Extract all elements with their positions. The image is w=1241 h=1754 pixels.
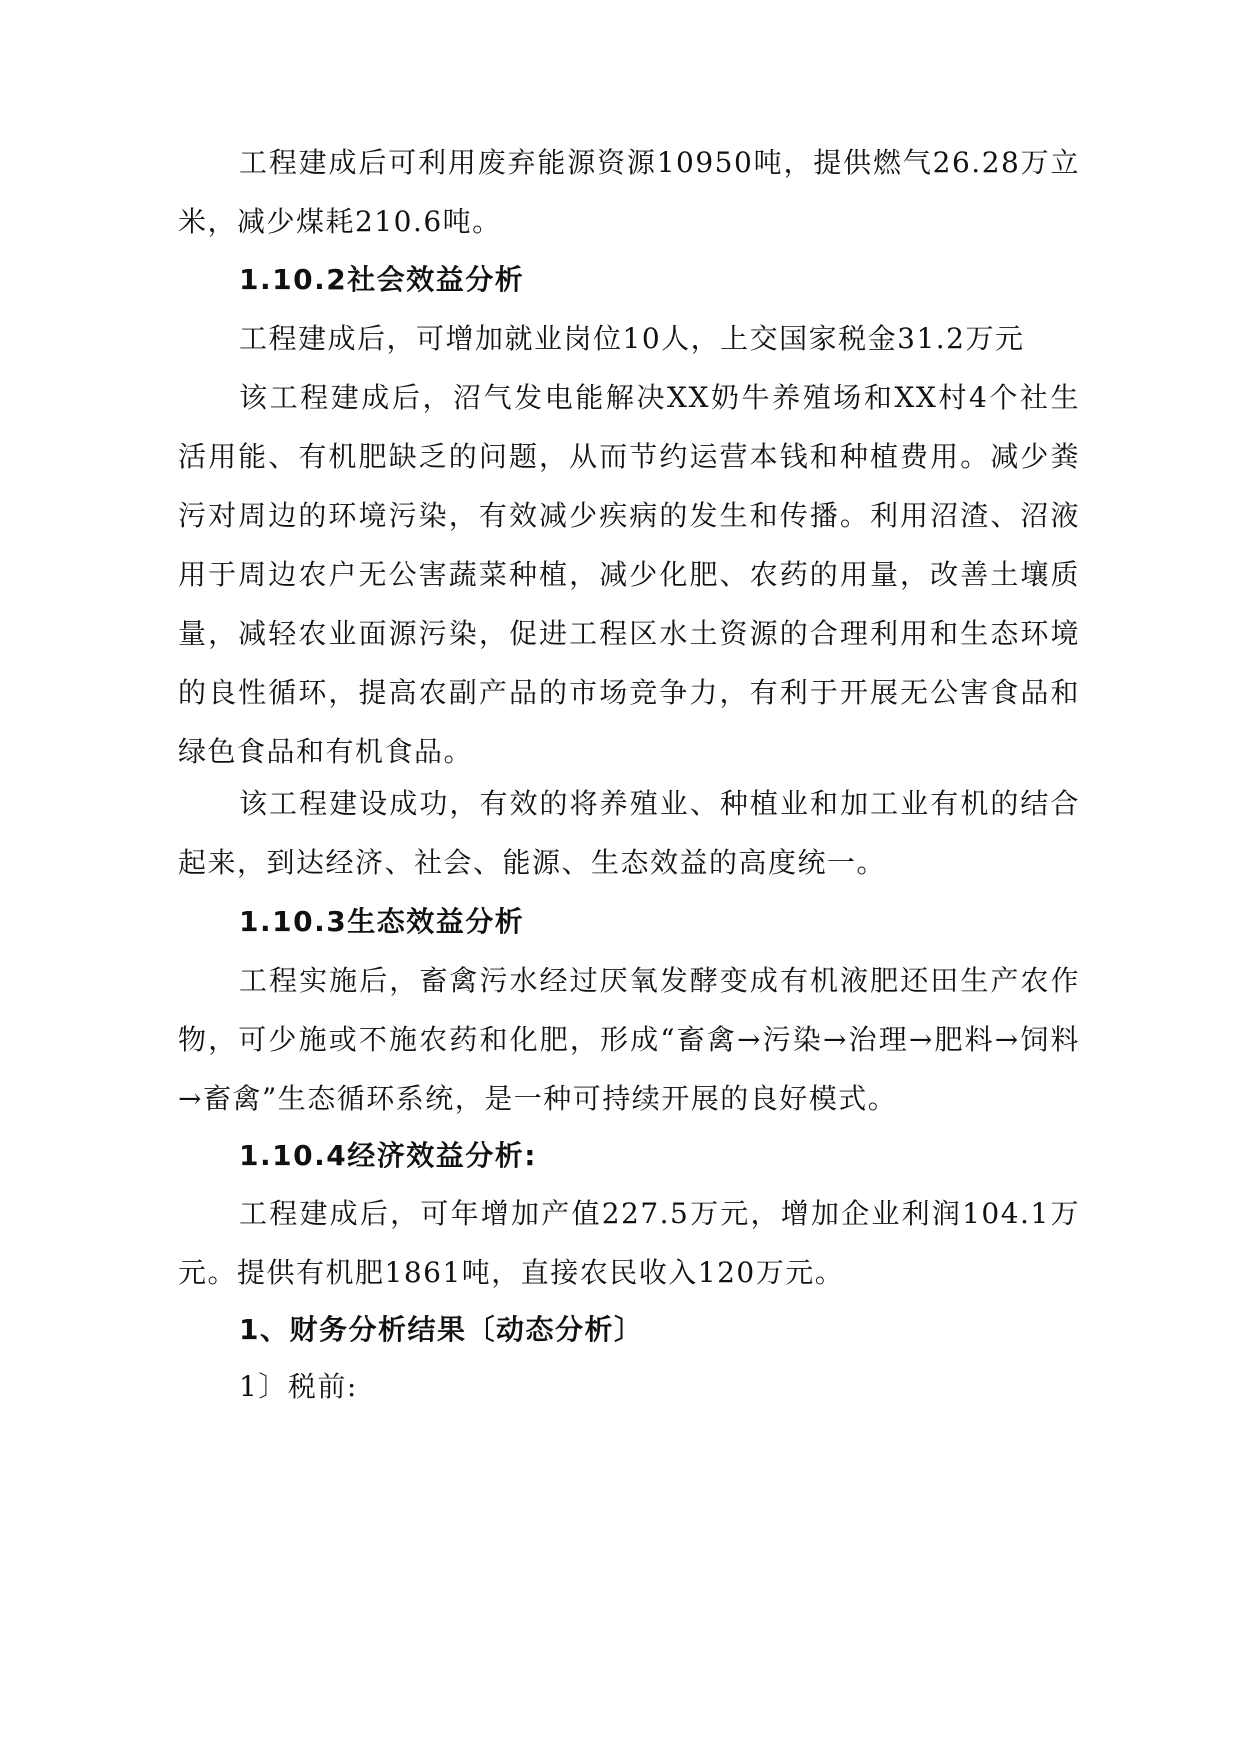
paragraph-energy-benefit: 工程建成后可利用废弃能源资源10950吨，提供燃气26.28万立米，减少煤耗210.6吨。: [178, 146, 1080, 238]
paragraph-economic-output: 工程建成后，可年增加产值227.5万元，增加企业利润104.1万元。提供有机肥1861吨，直接农民收入120万元。: [178, 1197, 1080, 1289]
paragraph-employment-tax: 工程建成后，可增加就业岗位10人，上交国家税金31.2万元: [239, 322, 1025, 355]
heading-social-benefit: 1.10.2社会效益分析: [239, 263, 525, 296]
heading-ecological-benefit: 1.10.3生态效益分析: [239, 905, 525, 938]
paragraph-pretax: 1〕税前:: [239, 1370, 358, 1403]
heading-financial-analysis: 1、财务分析结果〔动态分析〕: [239, 1313, 644, 1346]
heading-economic-benefit: 1.10.4经济效益分析:: [239, 1139, 537, 1172]
paragraph-social-impact: 该工程建成后，沼气发电能解决XX奶牛养殖场和XX村4个社生活用能、有机肥缺乏的问题，从而节约运营本钱和种植费用。减少粪污对周边的环境污染，有效减少疾病的发生和传播。利用沼渣、沼液用于周边农户无公害蔬菜种植，减少化肥、农药的用量，改善土壤质量，减轻农业面源污染，促进工程区水土资源的合理利用和生态环境的良性循环，提高农副产品的市场竞争力，有利于开展无公害食品和绿色食品和有机食品。: [178, 381, 1080, 768]
paragraph-unified-benefits: 该工程建设成功，有效的将养殖业、种植业和加工业有机的结合起来，到达经济、社会、能源、生态效益的高度统一。: [178, 787, 1080, 879]
paragraph-ecological-cycle: 工程实施后，畜禽污水经过厌氧发酵变成有机液肥还田生产农作物，可少施或不施农药和化肥，形成“畜禽→污染→治理→肥料→饲料→畜禽”生态循环系统，是一种可持续开展的良好模式。: [178, 964, 1080, 1115]
